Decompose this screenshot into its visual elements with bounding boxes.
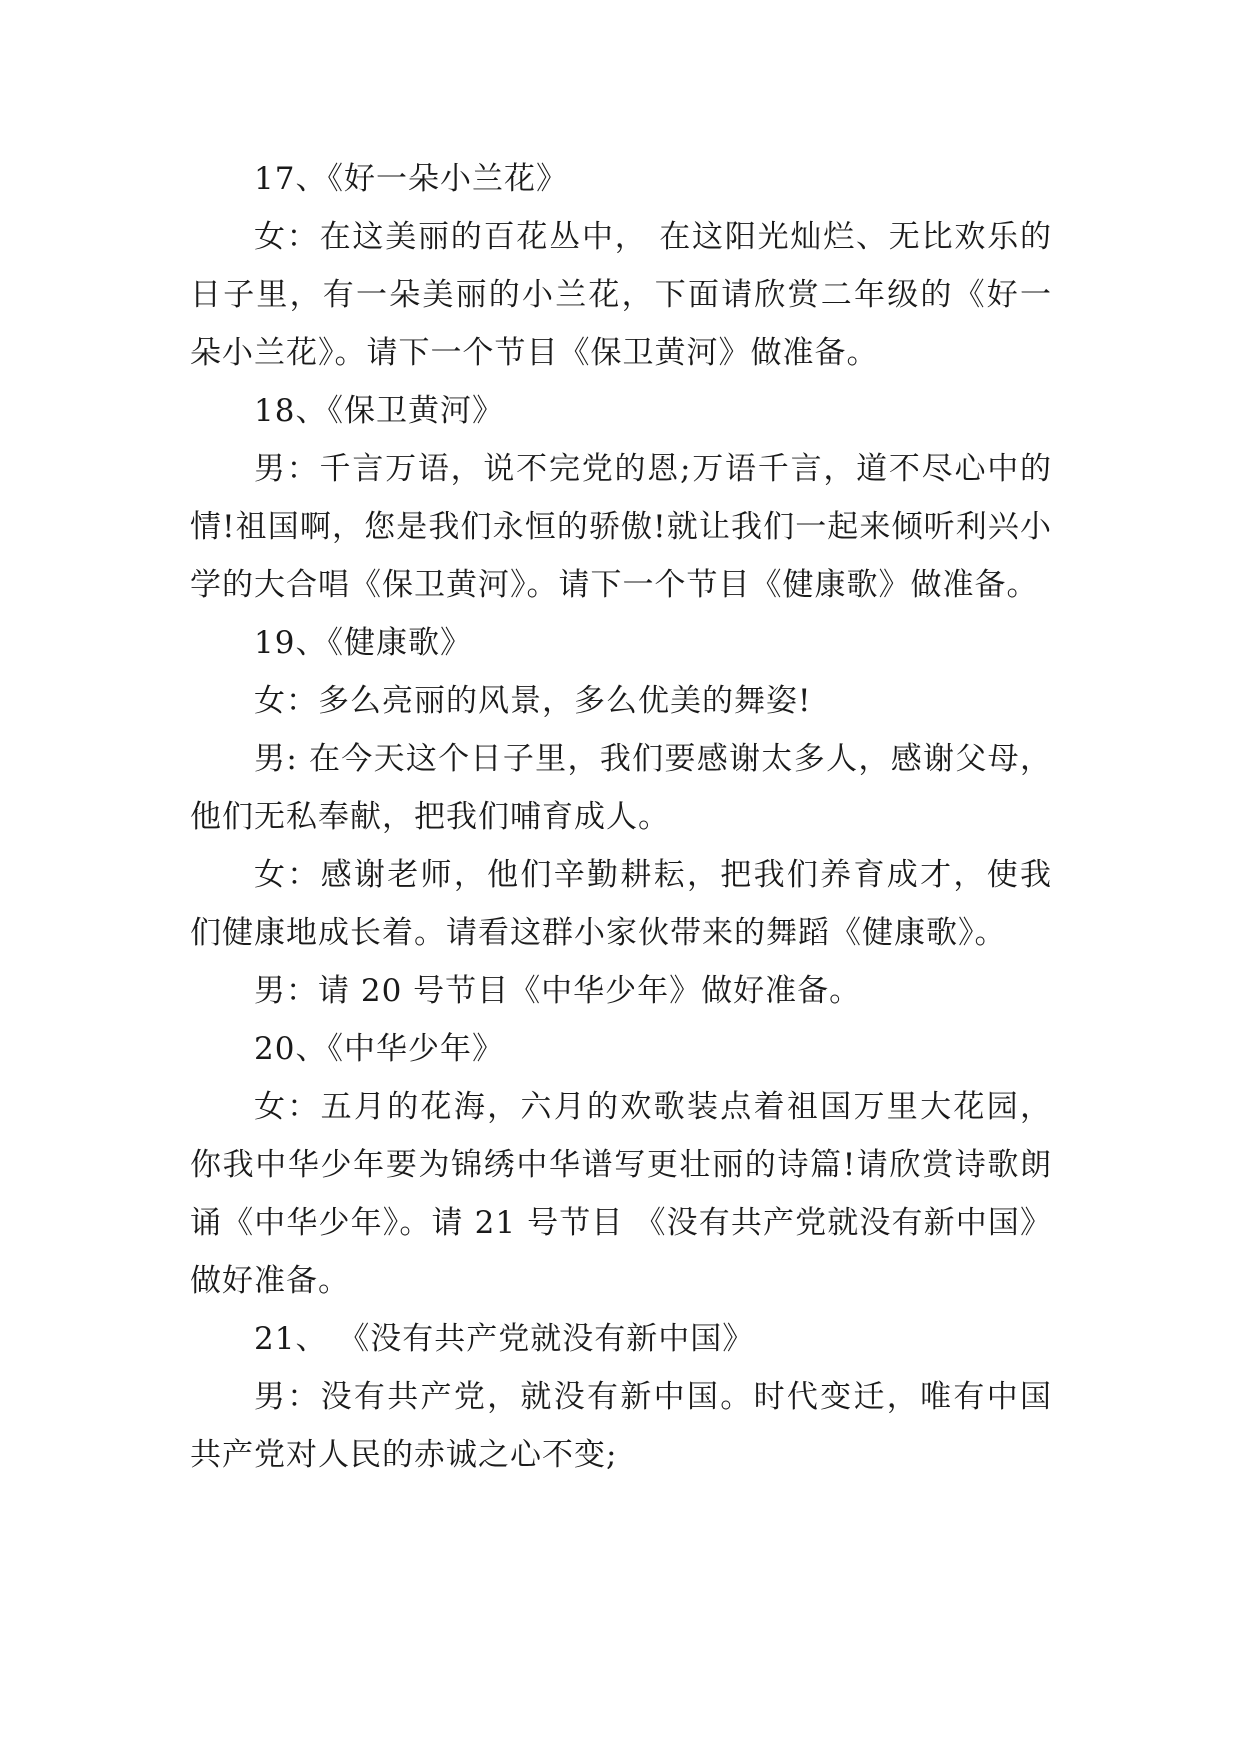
- host-line-paragraph: 男: 在今天这个日子里，我们要感谢太多人，感谢父母，他们无私奉献，把我们哺育成人。: [190, 741, 1052, 835]
- program-heading-17: 17、《好一朵小兰花》: [254, 161, 568, 197]
- host-line-paragraph: 女：在这美丽的百花丛中， 在这阳光灿烂、无比欢乐的日子里，有一朵美丽的小兰花，下面请欣赏二年级的《好一朵小兰花》。请下一个节目《保卫黄河》做准备。: [190, 219, 1052, 371]
- host-line-paragraph: 男：请 20 号节目《中华少年》做好准备。: [254, 973, 862, 1009]
- host-line-paragraph: 男：没有共产党，就没有新中国。时代变迁，唯有中国共产党对人民的赤诚之心不变;: [190, 1379, 1052, 1473]
- program-heading-21: 21、 《没有共产党就没有新中国》: [254, 1321, 755, 1357]
- host-line-paragraph: 女：多么亮丽的风景，多么优美的舞姿!: [254, 683, 812, 719]
- document-page: [190, 150, 1052, 1484]
- host-line-paragraph: 男：千言万语，说不完党的恩;万语千言，道不尽心中的情!祖国啊，您是我们永恒的骄傲!就让我们一起来倾听利兴小学的大合唱《保卫黄河》。请下一个节目《健康歌》做准备。: [190, 451, 1052, 603]
- program-heading-20: 20、《中华少年》: [254, 1031, 504, 1067]
- program-heading-18: 18、《保卫黄河》: [254, 393, 504, 429]
- host-line-paragraph: 女：五月的花海，六月的欢歌装点着祖国万里大花园，你我中华少年要为锦绣中华谱写更壮丽的诗篇!请欣赏诗歌朗诵《中华少年》。请 21 号节目 《没有共产党就没有新中国》做好准备。: [190, 1089, 1052, 1299]
- program-heading-19: 19、《健康歌》: [254, 625, 472, 661]
- host-line-paragraph: 女：感谢老师，他们辛勤耕耘，把我们养育成才，使我们健康地成长着。请看这群小家伙带来的舞蹈《健康歌》。: [190, 857, 1052, 951]
